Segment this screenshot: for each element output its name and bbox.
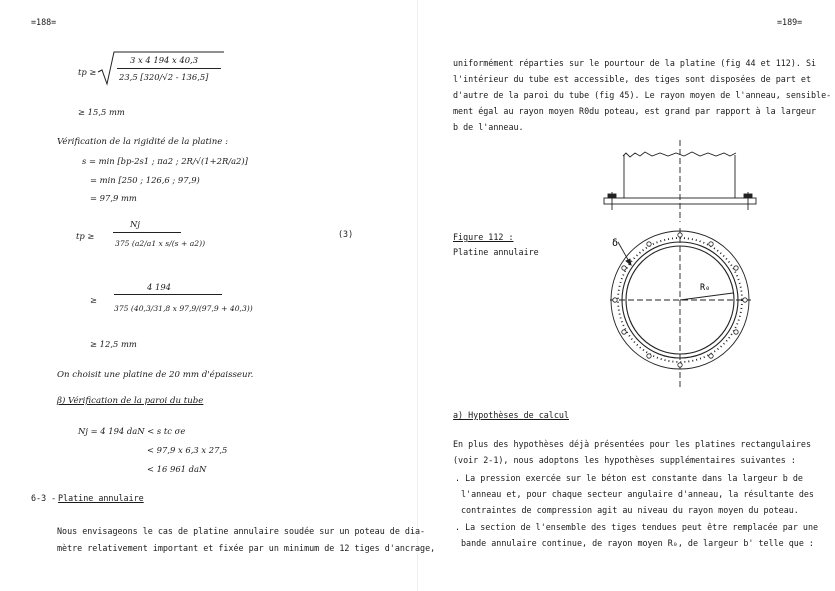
equation-number: (3) (338, 229, 354, 239)
fraction-bar (117, 68, 221, 69)
figure-label: Figure 112 : (453, 232, 514, 242)
bullet-line: . La section de l'ensemble des tiges tendues peut être remplacée par une (455, 522, 819, 532)
paragraph-line: d'autre de la paroi du tube (fig 45). Le rayon moyen de l'anneau, sensible- (453, 90, 832, 100)
annular-plate-figure (590, 140, 770, 390)
paragraph-line: En plus des hypothèses déjà présentées pour les platines rectangulaires (453, 439, 811, 449)
paragraph-line: ment égal au rayon moyen R0du poteau, est grand par rapport à la largeur (453, 106, 817, 116)
formula-denominator: 375 (a2/a1 x s/(s + a2)) (115, 239, 206, 248)
heading-tube-wall: β) Vérification de la paroi du tube (57, 396, 204, 406)
formula-lhs: tp ≥ (76, 231, 95, 241)
hypotheses-heading: a) Hypothèses de calcul (453, 410, 569, 420)
bullet-line: . La pression exercée sur le béton est constante dans la largeur b de (455, 473, 803, 483)
result-1: ≥ 15,5 mm (78, 107, 125, 117)
paragraph-line: Nous envisageons le cas de platine annulaire soudée sur un poteau de dia- (57, 526, 426, 536)
paragraph-line: uniformément réparties sur le pourtour de la platine (fig 44 et 112). Si (453, 58, 817, 68)
formula-denominator: 23,5 [320/√2 - 136,5] (119, 72, 209, 82)
heading-rigidity: Vérification de la rigidité de la platine : (57, 137, 228, 147)
radius-label: R₀ (700, 283, 711, 293)
formula-numerator: Nj (130, 219, 140, 229)
fraction-bar (113, 232, 181, 233)
section-title: Platine annulaire (58, 493, 144, 503)
nj-line-1: Nj = 4 194 daN < s tc σe (78, 426, 186, 436)
radius-line (680, 293, 733, 300)
paragraph-line: (voir 2-1), nous adoptons les hypothèses supplémentaires suivantes : (453, 455, 796, 465)
nj-line-3: < 16 961 daN (147, 464, 207, 474)
paragraph-line: l'intérieur du tube est accessible, des tiges sont disposées de part et (453, 74, 811, 84)
s-line-2: = min [250 ; 126,6 ; 97,9) (90, 175, 200, 185)
fraction-bar (114, 294, 222, 295)
formula-lhs: ≥ (90, 295, 98, 305)
bullet-line: bande annulaire continue, de rayon moyen R₀, de largeur b' telle que : (461, 538, 814, 548)
bullet-line: l'anneau et, pour chaque secteur angulaire d'anneau, la résultante des (461, 489, 814, 499)
result-2: ≥ 12,5 mm (90, 339, 137, 349)
paragraph-line: mètre relativement important et fixée par un minimum de 12 tiges d'ancrage, (57, 543, 436, 553)
section-number: 6-3 - (31, 493, 57, 503)
figure-caption: Platine annulaire (453, 247, 539, 257)
s-line-3: = 97,9 mm (90, 193, 137, 203)
nj-line-2: < 97,9 x 6,3 x 27,5 (147, 445, 228, 455)
formula-lhs: tp ≥ (78, 67, 97, 77)
bullet-line: contraintes de compression agit au niveau du rayon moyen du poteau. (461, 505, 799, 515)
conclusion-text: On choisit une platine de 20 mm d'épaisseur. (57, 370, 254, 380)
formula-numerator: 4 194 (147, 282, 171, 292)
page-number: =188= (31, 17, 57, 27)
page-number: =189= (777, 17, 803, 27)
delta-label: δ (612, 238, 619, 249)
formula-denominator: 375 (40,3/31,8 x 97,9/(97,9 + 40,3)) (114, 304, 253, 313)
elevation-view (604, 140, 756, 222)
paragraph-line: b de l'anneau. (453, 122, 524, 132)
formula-numerator: 3 x 4 194 x 40,3 (130, 55, 199, 65)
s-line-1: s = min [bp-2s1 ; πa2 ; 2R/√(1+2R/a2)] (82, 156, 248, 166)
page-gutter (417, 0, 418, 591)
